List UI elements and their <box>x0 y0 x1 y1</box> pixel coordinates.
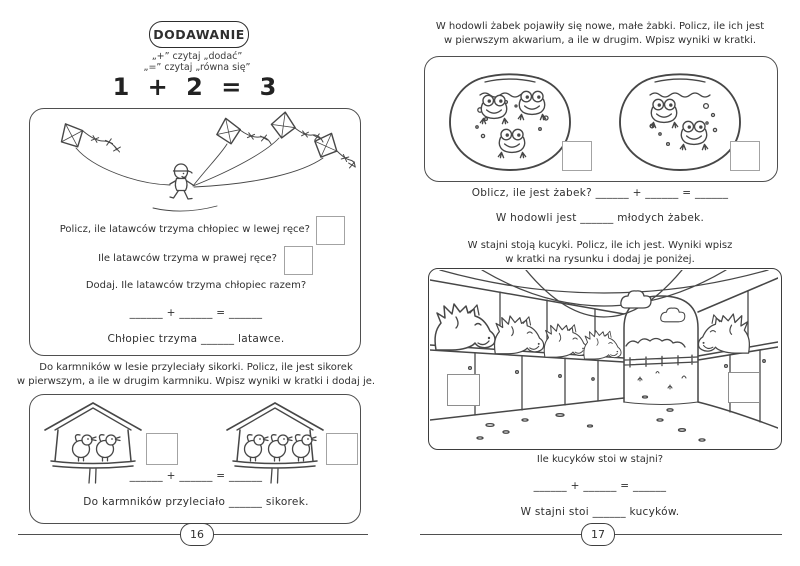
bird-icon <box>73 435 97 461</box>
pony-icon <box>698 314 749 353</box>
kite-icon <box>214 116 243 146</box>
feeders-instruction-line2: w pierwszym, a ile w drugim karmniku. Wpisz wyniki w kratki i dodaj je. <box>16 376 376 387</box>
ponies-answer-sentence[interactable]: W stajni stoi ______ kucyków. <box>520 506 680 518</box>
pony-icon <box>584 331 621 360</box>
kite-icon <box>55 118 88 152</box>
pony-icon <box>435 304 495 350</box>
answer-box-feeder-2[interactable] <box>326 433 358 465</box>
kite-icon <box>270 110 297 139</box>
example-equation: 1 + 2 = 3 <box>112 73 282 101</box>
answer-box-aquarium-1[interactable] <box>562 141 592 171</box>
ponies-question: Ile kucyków stoi w stajni? <box>536 454 664 465</box>
kites-illustration <box>31 110 357 222</box>
fishbowl-2 <box>620 74 740 170</box>
page-number-left: 16 <box>180 523 214 546</box>
feeders-answer-sentence[interactable]: Do karmników przyleciało ______ sikorek. <box>83 496 309 508</box>
feeders-instruction-line1: Do karmników w lesie przyleciały sikorki. Policz, ile jest sikorek <box>39 362 353 373</box>
kites-answer-sentence[interactable]: Chłopiec trzyma ______ latawce. <box>107 333 285 345</box>
frogs-instruction-line2: w pierwszym akwarium, a ile w drugim. Wpisz wyniki w kratki. <box>443 35 757 46</box>
answer-box-feeder-1[interactable] <box>146 433 178 465</box>
kites-question-sum: Dodaj. Ile latawców trzyma chłopiec razem? <box>85 280 307 291</box>
ponies-instruction-line2: w kratki na rysunku i dodaj je poniżej. <box>505 254 695 265</box>
pony-icon <box>495 316 544 354</box>
frogs-answer-sentence[interactable]: W hodowli jest ______ młodych żabek. <box>495 212 705 224</box>
aquariums-illustration <box>426 58 774 178</box>
kites-equation-blanks[interactable]: ______ + ______ = ______ <box>129 307 263 319</box>
plus-hint: „+” czytaj „dodać” <box>151 51 243 62</box>
feeders-equation-blanks[interactable]: ______ + ______ = ______ <box>129 470 263 482</box>
stable-illustration <box>430 270 778 446</box>
pony-icon <box>544 324 587 357</box>
frogs-instruction-line1: W hodowli żabek pojawiły się nowe, małe żabki. Policz, ile ich jest <box>435 21 765 32</box>
fence <box>625 355 697 367</box>
page-number-right: 17 <box>581 523 615 546</box>
kite-icon <box>310 129 343 163</box>
equals-hint: „=” czytaj „równa się” <box>143 62 251 73</box>
answer-box-stable-left[interactable] <box>447 374 480 406</box>
frogs-question-equation[interactable]: Oblicz, ile jest żabek? ______ + ______ = ______ <box>471 187 729 199</box>
bird-icon <box>269 435 293 461</box>
answer-box-kites-right[interactable] <box>284 246 313 275</box>
answer-box-aquarium-2[interactable] <box>730 141 760 171</box>
boy-figure <box>170 164 193 199</box>
answer-box-stable-right[interactable] <box>728 372 760 403</box>
ponies-equation-blanks[interactable]: ______ + ______ = ______ <box>533 480 667 492</box>
bird-feeder-1 <box>45 403 141 483</box>
bird-icon <box>245 435 269 461</box>
fishbowl-1 <box>450 74 570 170</box>
kites-question-left: Policz, ile latawców trzyma chłopiec w lewej ręce? <box>59 224 310 235</box>
cloud-icon <box>621 291 651 308</box>
bushes <box>626 339 685 348</box>
page-title-label: DODAWANIE <box>153 27 245 42</box>
ponies-instruction-line1: W stajni stoją kucyki. Policz, ile ich jest. Wyniki wpisz <box>467 240 733 251</box>
bird-icon <box>97 435 121 461</box>
page-title <box>149 21 249 48</box>
answer-box-kites-left[interactable] <box>316 216 345 245</box>
cloud-icon <box>661 308 685 322</box>
kites-question-right: Ile latawców trzyma w prawej ręce? <box>98 253 277 264</box>
